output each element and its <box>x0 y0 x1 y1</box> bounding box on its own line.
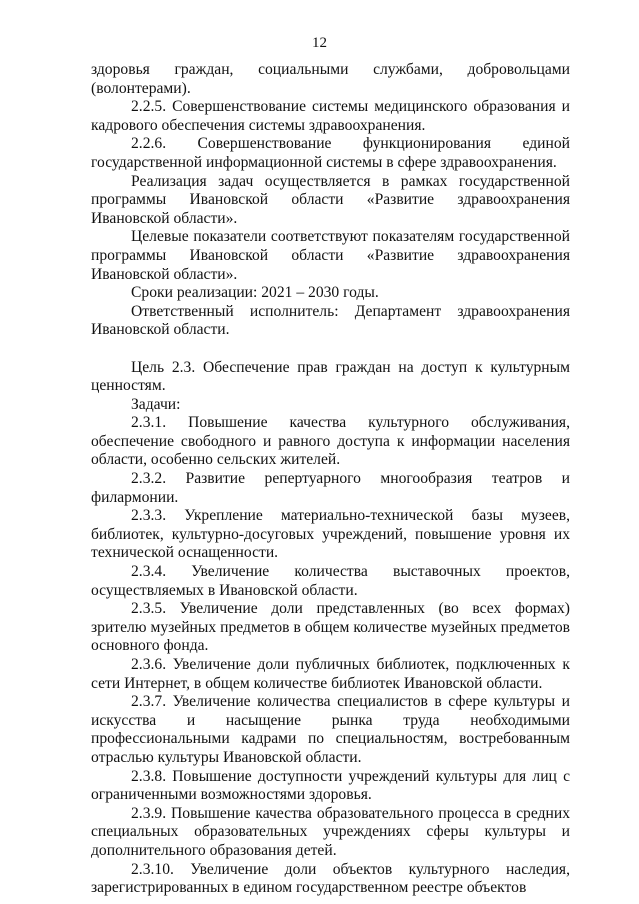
page-number: 12 <box>312 35 327 51</box>
paragraph: Сроки реализации: 2021 – 2030 годы. <box>131 284 379 302</box>
paragraph: Задачи: <box>131 395 181 413</box>
paragraph: 2.3.1. Повышение качества культурного обслуживания, обеспечение свободного и равного доступа к информации населения области, особенно сельских жителей. <box>91 414 570 469</box>
paragraph: 2.3.5. Увеличение доли представленных (во всех формах) зрителю музейных предметов в общем количестве музейных предметов основного фонда. <box>91 600 570 655</box>
paragraph: здоровья граждан, социальными службами, добровольцами (волонтерами). <box>91 61 570 97</box>
paragraph: 2.3.10. Увеличение доли объектов культурного наследия, зарегистрированных в едином государственном реестре объектов <box>91 860 570 897</box>
paragraph: Цель 2.3. Обеспечение прав граждан на доступ к культурным ценностям. <box>91 358 570 395</box>
paragraph: 2.3.8. Повышение доступности учреждений культуры для лиц с ограниченными возможностями здоровья. <box>91 767 570 804</box>
paragraph: 2.3.2. Развитие репертуарного многообразия театров и филармонии. <box>91 470 570 506</box>
paragraph: Реализация задач осуществляется в рамках государственной программы Ивановской области «Развитие здравоохранения Ивановской области». <box>91 172 570 227</box>
paragraph: 2.2.6. Совершенствование функционирования единой государственной информационной системы в сфере здравоохранения. <box>91 135 570 171</box>
paragraph: 2.3.7. Увеличение количества специалистов в сфере культуры и искусства и насыщение рынка труда необходимыми профессиональными кадрами по специальностям, востребованным отраслью культуры Ивановской области. <box>91 693 570 766</box>
paragraph: 2.3.4. Увеличение количества выставочных проектов, осуществляемых в Ивановской области. <box>91 563 570 599</box>
document-body <box>91 61 570 898</box>
paragraph: 2.3.6. Увеличение доли публичных библиотек, подключенных к сети Интернет, в общем количестве библиотек Ивановской области. <box>91 656 570 692</box>
paragraph: Ответственный исполнитель: Департамент здравоохранения Ивановской области. <box>91 302 570 339</box>
paragraph: 2.3.3. Укрепление материально-технической базы музеев, библиотек, культурно-досуговых учреждений, повышение уровня их технической оснащенности. <box>91 507 570 562</box>
paragraph: 2.3.9. Повышение качества образовательного процесса в средних специальных образовательных учреждениях сферы культуры и дополнительного образования детей. <box>91 804 570 859</box>
paragraph: Целевые показатели соответствуют показателям государственной программы Ивановской области «Развитие здравоохранения Ивановской области». <box>91 228 570 283</box>
paragraph: 2.2.5. Совершенствование системы медицинского образования и кадрового обеспечения системы здравоохранения. <box>91 98 570 134</box>
